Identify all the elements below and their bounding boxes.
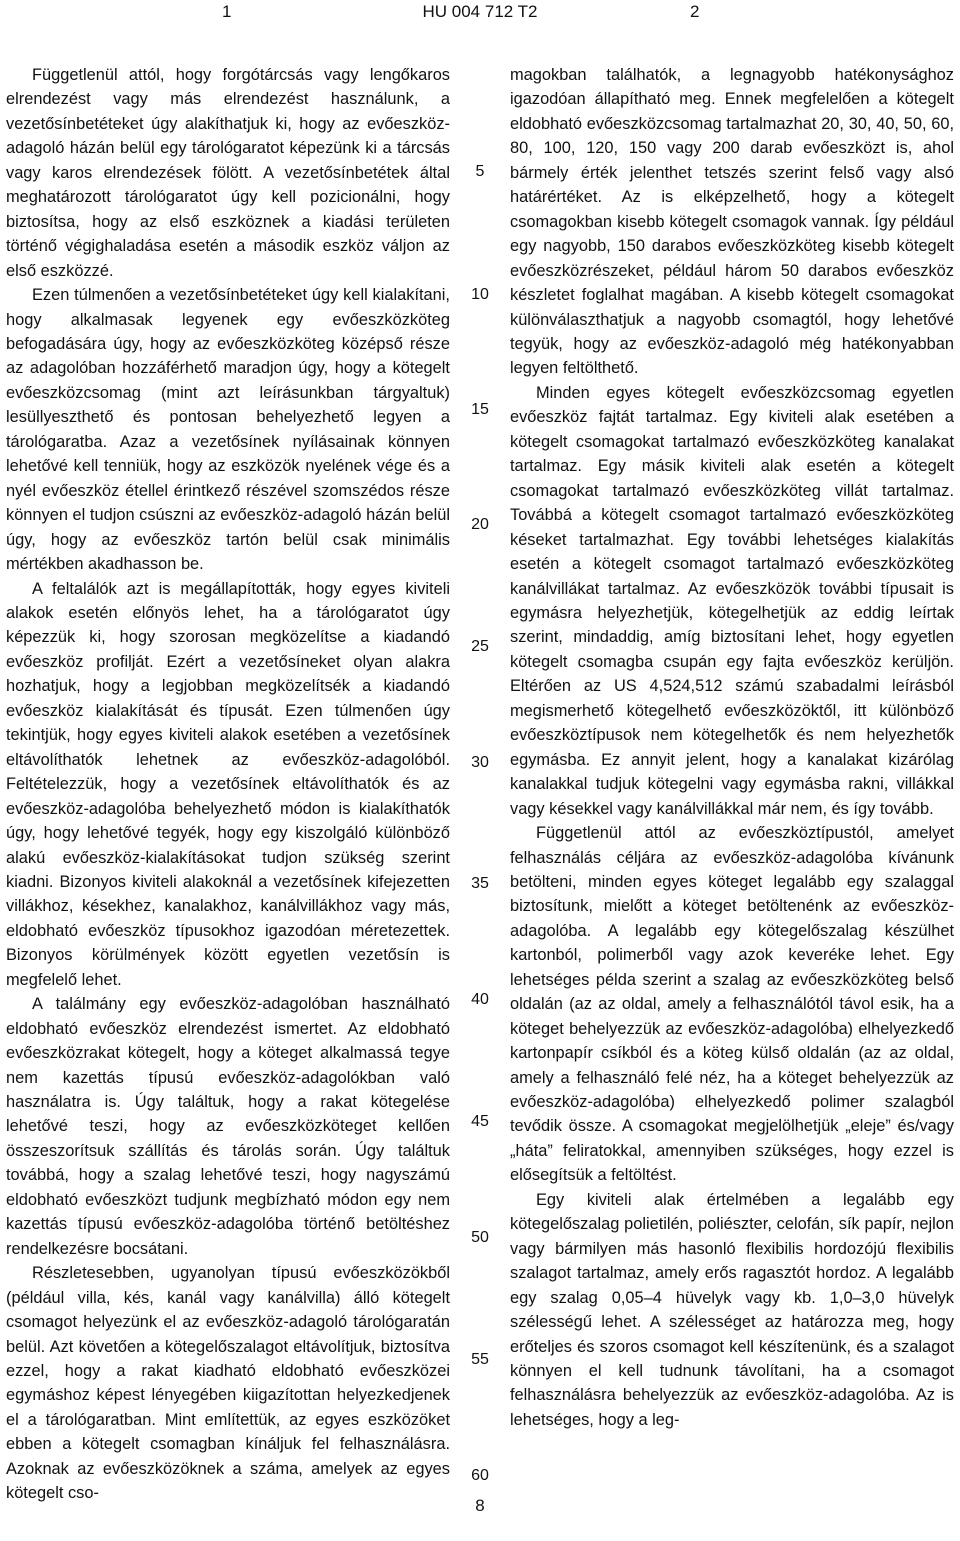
paragraph: A feltalálók azt is megállapították, hogy egyes kiviteli alakok esetén előnyös lehet, ha a tárológaratot úgy képezzük ki, hogy szorosan megközelítse a kiadandó evőeszköz profilját. Ezért a vezetősíneket olyan alakra hozhatjuk, hogy a legjobban megközelítsék a kiadandó evőeszköz kialakítását és típusát. Ezen túlmenően úgy tekintjük, hogy egyes kiviteli alakok esetében a vezetősínek eltávolíthatók lehetnek az evőeszköz-adagolóból. Feltételezzük, hogy a vezetősínek eltávolíthatók és az evőeszköz-adagolóba behelyezhető módon is kialakíthatók úgy, hogy lehetővé tegyék, hogy egy kiszolgáló különböző alakú evőeszköz-kialakításokat tudjon szükség szerint kiadni. Bizonyos kiviteli alakoknál a vezetősínek kifejezetten villákhoz, késekhez, kanalakhoz, kanálvillákhoz vagy más, eldobható evőeszköz típusokhoz igazodóan méretezettek. Bizonyos körülmények között egyetlen vezetősín is megfelelő lehet.: [6, 579, 450, 989]
line-number: 15: [471, 401, 489, 418]
line-number: 45: [471, 1113, 489, 1130]
paragraph: Minden egyes kötegelt evőeszközcsomag egyetlen evőeszköz fajtát tartalmaz. Egy kiviteli alak esetében a kötegelt csomagokat tartalmazó evőeszközköteg kanalakat tartalmaz. Egy másik kiviteli alak esetén a kötegelt csomagokat tartalmazó evőeszközköteg villát tartalmaz. Továbbá a kötegelt csomagot tartalmazó evőeszközköteg késeket tartalmazhat. Egy további lehetséges kialakítás esetén a kötegelt csomagot tartalmazó evőeszközköteg kanálvillákat tartalmaz. Az evőeszközök további típusait is egymásra helyezhetjük, kötegelhetjük az eddig leírtak szerint, mindaddig, amíg biztosítani lehet, hogy egyetlen kötegelt csomagba csupán egy fajta evőeszköz kerüljön. Eltérően az US 4,524,512 számú szabadalmi leírásból megismerhető kötegelhető evőeszközöktől, itt különböző evőeszköztípusok nem kötegelhetők és nem helyezhetők egymásba. Ez annyit jelent, hogy a kanalakat kizárólag kanalakkal tudjuk kötegelni vagy egymásba rakni, villákkal vagy késekkel vagy kanálvillákkal már nem, és így tovább.: [510, 383, 954, 818]
document-id: HU 004 712 T2: [422, 2, 538, 21]
paragraph: magokban találhatók, a legnagyobb hatékonysághoz igazodóan állapítható meg. Ennek megfelelően a kötegelt eldobható evőeszközcsomag tartalmazhat 20, 30, 40, 50, 60, 80, 100, 120, 150 vagy 200 darab evőeszközt is, ahol bármely érték jelenthet tetszés szerint felső vagy alsó határértéket. Az is elképzelhető, hogy a kötegelt csomagokban kisebb kötegelt csomagok vannak. Így például egy nagyobb, 150 darabos evőeszközköteg kisebb kötegelt evőeszközrészeket, például három 50 darabos evőeszköz készletet foglalhat magában. A kisebb kötegelt csomagokat különválaszthatjuk a nagyobb csomagtól, hogy lehetővé tegyük, hogy az evőeszköz-adagoló még hatékonyabban legyen feltölthető.: [510, 66, 954, 378]
paragraph: A találmány egy evőeszköz-adagolóban használható eldobható evőeszköz elrendezést ismertet. Az eldobható evőeszközrakat kötegelt, hogy a köteget alkalmassá tegye nem kazettás típusú evőeszköz-adagolókban való használatra is. Úgy találtuk, hogy a rakat kötegelése lehetővé teszi, hogy az evőeszközköteget kellően összeszorítsuk szállítás és tárolás során. Úgy találtuk továbbá, hogy a szalag lehetővé teszi, hogy nagyszámú eldobható evőeszközt tudjunk megbízható módon egy nem kazettás típusú evőeszköz-adagolóba történő betöltéshez rendelkezésre bocsátani.: [6, 995, 450, 1258]
paragraph: Függetlenül attól, hogy forgótárcsás vagy lengőkaros elrendezést vagy más elrendezést használunk, a vezetősínbetéteket úgy alakíthatjuk ki, hogy az evőeszköz-adagoló házán belül egy tárológaratot képezünk ki a tárcsás vagy karos elrendezések fölött. A vezetősínbetétek által meghatározott tárológaratot úgy kell pozicionálni, hogy biztosítsa, hogy az első eszköznek a kiadási területen történő végighaladása esetén a második eszköz váljon az első eszközzé.: [6, 66, 450, 280]
line-number: 25: [471, 638, 489, 655]
paragraph: Egy kiviteli alak értelmében a legalább egy kötegelőszalag polietilén, poliészter, celofán, sík papír, nejlon vagy bármilyen más hasonló flexibilis hordozójú flexibilis szalagot tartalmaz, amely erős ragasztót hordoz. A legalább egy szalag 0,05–4 hüvelyk vagy kb. 1,0–3,0 hüvelyk szélességű lehet. A szélességet az határozza meg, hogy erőteljes és szoros csomagot kell készítenünk, és a szalagot könnyen el kell tudnunk távolítani, ha a csomagot felhasználásra behelyezzük az evőeszköz-adagolóba. Az is lehetséges, hogy a leg-: [510, 1190, 954, 1429]
left-column: [6, 63, 450, 1506]
line-number: 55: [471, 1351, 489, 1368]
line-number: 10: [471, 286, 489, 303]
paragraph: Részletesebben, ugyanolyan típusú evőeszközökből (például villa, kés, kanál vagy kanálvilla) álló kötegelt csomagot helyezünk el az evőeszköz-adagoló tárológaratán belül. Azt követően a kötegelőszalagot eltávolítjuk, biztosítva ezzel, hogy a rakat kiadható eldobható evőeszközei egymáshoz képest lényegében kiigazítottan helyezkedjenek el a tárológaratban. Mint említettük, az egyes eszközöket ebben a kötegelt csomagban kínáljuk fel felhasználásra. Azoknak az evőeszközöknek a száma, amelyek az egyes kötegelt cso-: [6, 1264, 450, 1503]
right-column: [510, 63, 954, 1432]
line-number: 40: [471, 991, 489, 1008]
line-number: 50: [471, 1229, 489, 1246]
line-number: 35: [471, 875, 489, 892]
paragraph: Függetlenül attól az evőeszköztípustól, amelyet felhasználás céljára az evőeszköz-adagolóba kívánunk betölteni, minden egyes köteget legalább egy szalaggal biztosítunk, mielőtt a köteget betöltenénk az evőeszköz-adagolóba. A legalább egy kötegelőszalag készülhet kartonból, polimerből vagy azok keveréke lehet. Egy lehetséges példa szerint a szalag az evőeszközköteg belső oldalán (az az oldal, amely a felhasználótól távol esik, ha a köteget behelyezzük az evőeszköz-adagolóba) elhelyezkedő kartonpapír csíkból és a köteg külső oldalán (az az oldal, amely a felhasználó felé néz, ha a köteget behelyezzük az evőeszköz-adagolóba) elhelyezkedő polimer szalagból tevődik össze. A csomagokat megjelölhetjük „eleje” és/vagy „háta” feliratokkal, amennyiben szükséges, hogy ezzel is elősegítsük a feltöltést.: [510, 824, 954, 1185]
left-page-number: 1: [222, 2, 232, 21]
page-footer-number: 8: [475, 1496, 485, 1515]
line-number: 30: [471, 754, 489, 771]
line-number: 5: [475, 163, 485, 180]
paragraph: Ezen túlmenően a vezetősínbetéteket úgy kell kialakítani, hogy alkalmasak legyenek egy evőeszközköteg befogadására úgy, hogy az evőeszközköteg középső része az adagolóban hozzáférhető maradjon úgy, hogy a kötegelt evőeszközcsomag (mint azt leírásunkban tárgyaltuk) lesüllyeszthető és pontosan behelyezhető legyen a tárológaratba. Azaz a vezetősínek nyílásainak könnyen lehetővé kell tenniük, hogy az eszközök nyelének vége és a nyél evőeszköz étellel érintkező részével szomszédos része könnyen el tudjon csúszni az evőeszköz-adagoló házán belül úgy, hogy az evőeszköz tartón belül csak minimális mértékben akadhasson be.: [6, 286, 450, 574]
line-number: 20: [471, 516, 489, 533]
right-page-number: 2: [690, 2, 700, 21]
line-number: 60: [471, 1467, 489, 1484]
